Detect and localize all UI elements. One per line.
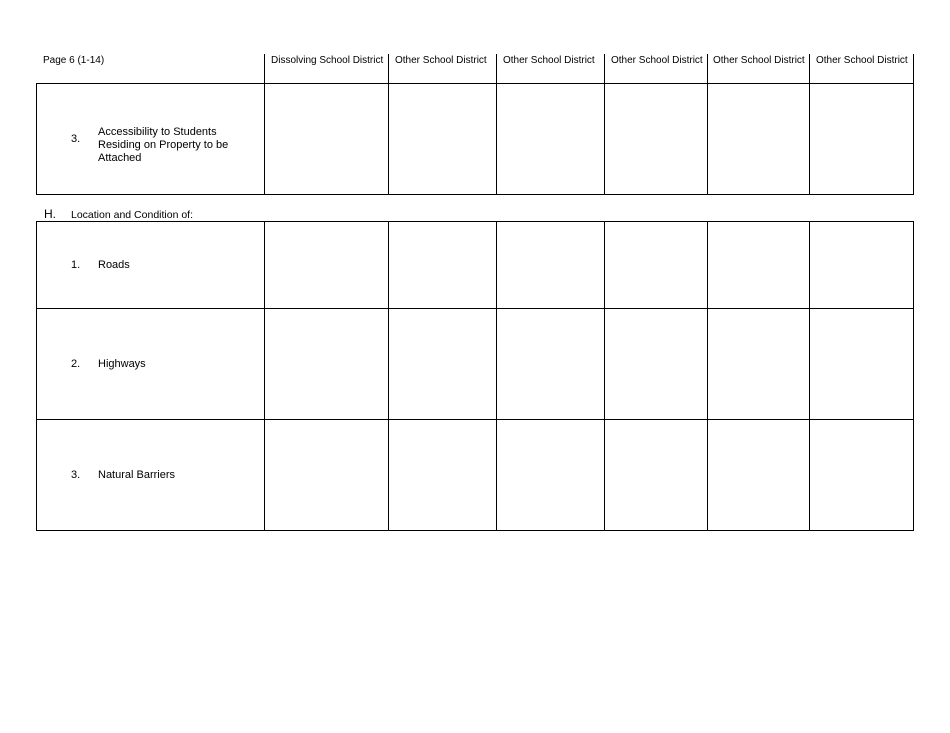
row-divider (36, 308, 914, 309)
row-number: 1. (71, 259, 81, 271)
row-label-highways: Highways (98, 358, 146, 370)
row-divider (36, 419, 914, 420)
top-table-left-border (36, 83, 37, 195)
header-row-divider (264, 83, 914, 84)
column-divider (707, 221, 708, 531)
section-letter: H. (44, 207, 56, 221)
column-divider (604, 221, 605, 531)
column-divider (496, 221, 497, 531)
column-divider (388, 221, 389, 531)
row-label-line: Accessibility to Students (98, 126, 217, 138)
section-table-right-border (913, 221, 914, 531)
section-table-top-border (36, 221, 914, 222)
column-divider (388, 54, 389, 195)
column-divider (809, 54, 810, 195)
page-label: Page 6 (1-14) (43, 55, 105, 66)
column-divider (707, 54, 708, 195)
section-title: Location and Condition of: (71, 209, 194, 221)
row-number: 3. (71, 133, 81, 145)
column-header-other-2: Other School District (503, 55, 595, 66)
top-table-bottom-border (36, 194, 914, 195)
column-divider (496, 54, 497, 195)
row-label-natural-barriers: Natural Barriers (98, 469, 176, 481)
row-number: 2. (71, 358, 81, 370)
column-header-other-3: Other School District (611, 55, 703, 66)
column-divider (264, 221, 265, 531)
column-header-dissolving: Dissolving School District (271, 55, 384, 66)
row-label-line: Residing on Property to be (98, 139, 229, 151)
column-header-other-4: Other School District (713, 55, 805, 66)
section-table-left-border (36, 221, 37, 531)
section-table-bottom-border (36, 530, 914, 531)
top-table-right-border (913, 54, 914, 195)
column-header-other-5: Other School District (816, 55, 908, 66)
top-table-top-border (36, 83, 264, 84)
row-label-roads: Roads (98, 259, 130, 271)
row-label-accessibility (98, 126, 228, 165)
column-divider (604, 54, 605, 195)
row-label-line: Attached (98, 152, 142, 164)
column-divider (264, 54, 265, 195)
column-header-other-1: Other School District (395, 55, 487, 66)
row-number: 3. (71, 469, 81, 481)
column-divider (809, 221, 810, 531)
